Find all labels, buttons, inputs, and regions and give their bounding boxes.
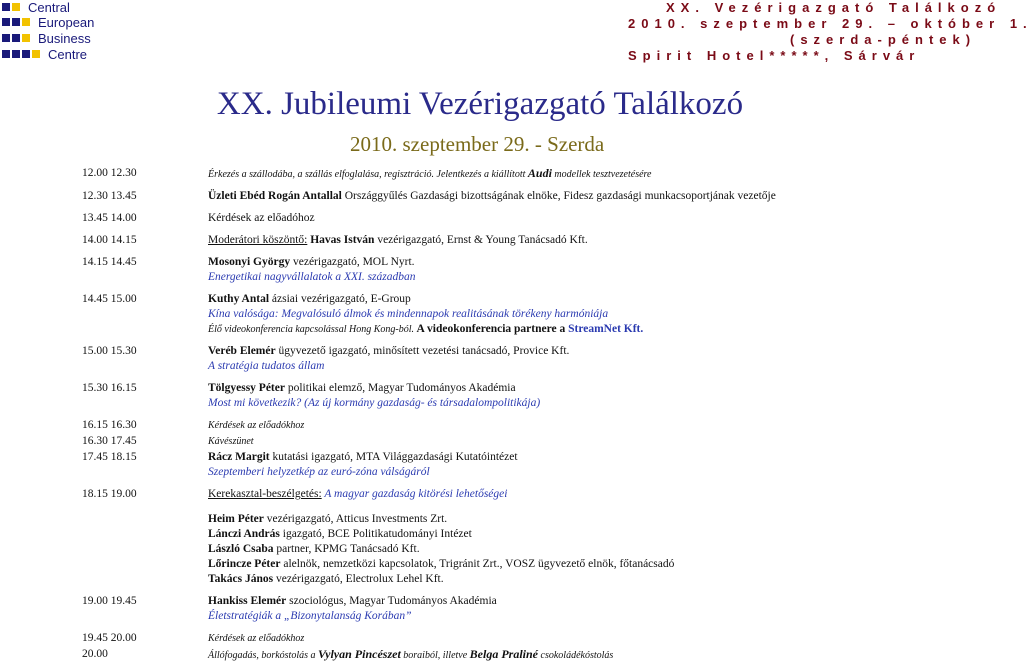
item-bold: Hankiss Elemér bbox=[208, 595, 287, 607]
item-text: boraiból, illetve bbox=[400, 650, 470, 661]
panelist bbox=[208, 512, 957, 527]
item-bold: Audi bbox=[527, 166, 552, 180]
item-bold: Belga Praliné bbox=[469, 647, 539, 661]
page-subtitle: 2010. szeptember 29. - Szerda bbox=[350, 132, 605, 156]
item-text: kutatási igazgató, MTA Világgazdasági Kutatóintézet bbox=[269, 451, 518, 463]
item-text: szociológus, Magyar Tudományos Akadémia bbox=[286, 595, 497, 607]
item-time: 12.30 13.45 bbox=[82, 190, 137, 202]
schedule-item bbox=[82, 255, 957, 285]
item-text: Élő videokonferencia kapcsolással Hong Kong-ból. bbox=[208, 324, 417, 335]
header-line-2: 2010. szeptember 29. – október 1. bbox=[628, 16, 1033, 31]
item-bold: Vylyan Pincészet bbox=[318, 647, 401, 661]
logo-line-4: Centre bbox=[48, 46, 88, 62]
page-title: XX. Jubileumi Vezérigazgató Találkozó bbox=[216, 86, 744, 122]
talk-title: Most mi következik? (Az új kormány gazdaság- és társadalompolitikája) bbox=[208, 397, 541, 409]
panelist-name: Heim Péter bbox=[208, 513, 264, 525]
item-time: 14.45 15.00 bbox=[82, 293, 137, 305]
item-time: 16.15 16.30 bbox=[82, 419, 137, 431]
schedule-item bbox=[82, 647, 957, 663]
talk-title: Energetikai nagyvállalatok a XXI. században bbox=[208, 271, 416, 283]
talk-title: A magyar gazdaság kitörési lehetőségei bbox=[321, 488, 508, 500]
item-text: csokoládékóstolás bbox=[538, 650, 614, 661]
item-bold: Mosonyi György bbox=[208, 256, 291, 268]
item-text: Kérdések az előadókhoz bbox=[208, 420, 305, 431]
schedule-item bbox=[82, 450, 957, 480]
item-text: Állófogadás, borkóstolás a bbox=[208, 650, 319, 661]
schedule-item bbox=[82, 211, 957, 226]
item-bold: Kuthy Antal bbox=[208, 293, 270, 305]
schedule-item bbox=[82, 434, 957, 449]
talk-title: Életstratégiák a „Bizonytalanság Korában” bbox=[208, 610, 412, 622]
item-text: politikai elemző, Magyar Tudományos Akadémia bbox=[284, 382, 516, 394]
item-text: Érkezés a szállodába, a szállás elfoglalása, regisztráció. Jelentkezés a kiállított bbox=[208, 169, 528, 180]
item-time: 13.45 14.00 bbox=[82, 212, 137, 224]
item-text: ázsiai vezérigazgató, E-Group bbox=[269, 293, 411, 305]
item-time: 17.45 18.15 bbox=[82, 451, 137, 463]
item-bold: Havas István bbox=[307, 234, 375, 246]
schedule-item bbox=[82, 418, 957, 433]
logo-row-3 bbox=[2, 31, 91, 45]
panelist-role: partner, KPMG Tanácsadó Kft. bbox=[273, 543, 420, 555]
schedule-item bbox=[82, 487, 957, 502]
item-time: 14.00 14.15 bbox=[82, 234, 137, 246]
panelist-name: Lőrincze Péter bbox=[208, 558, 281, 570]
panelist-role: vezérigazgató, Electrolux Lehel Kft. bbox=[273, 573, 444, 585]
item-text: modellek tesztvezetésére bbox=[551, 169, 652, 180]
item-bold: A videokonferencia partnere a bbox=[416, 323, 569, 335]
logo-line-2: European bbox=[38, 14, 95, 30]
item-bold: Rácz Margit bbox=[208, 451, 270, 463]
panelist bbox=[208, 557, 957, 572]
item-time: 15.00 15.30 bbox=[82, 345, 137, 357]
item-time: 16.30 17.45 bbox=[82, 435, 137, 447]
item-bold: Veréb Elemér bbox=[208, 345, 276, 357]
event-header bbox=[620, 0, 1033, 64]
header-line-4: Spirit Hotel*****, Sárvár bbox=[628, 48, 921, 63]
item-text: Moderátori köszöntő: bbox=[208, 234, 308, 246]
header-line-3: (szerda-péntek) bbox=[790, 32, 977, 47]
talk-title: Kína valósága: Megvalósuló álmok és mindennapok realitásának törékeny harmóniája bbox=[208, 308, 609, 320]
item-time: 19.00 19.45 bbox=[82, 595, 137, 607]
schedule-item bbox=[82, 189, 957, 204]
item-text: Kérdések az előadóhoz bbox=[208, 212, 315, 224]
item-text: Kerekasztal-beszélgetés: bbox=[208, 488, 322, 500]
header-line-1: XX. Vezérigazgató Találkozó bbox=[666, 0, 1002, 15]
partner-name: StreamNet Kft. bbox=[568, 323, 644, 335]
item-time: 18.15 19.00 bbox=[82, 488, 137, 500]
panelist-role: vezérigazgató, Atticus Investments Zrt. bbox=[263, 513, 448, 525]
logo-row-4 bbox=[2, 47, 87, 61]
panelist bbox=[208, 572, 957, 587]
logo-line-3: Business bbox=[38, 30, 91, 46]
logo-line-1: Central bbox=[28, 0, 70, 15]
item-text: Országgyűlés Gazdasági bizottságának elnöke, Fidesz gazdasági munkacsoportjának vezetője bbox=[341, 190, 776, 202]
panel-list bbox=[82, 512, 957, 587]
item-time: 12.00 12.30 bbox=[82, 167, 137, 179]
panelist-role: igazgató, BCE Politikatudományi Intézet bbox=[279, 528, 472, 540]
item-time: 19.45 20.00 bbox=[82, 632, 137, 644]
panelist-role: alelnök, nemzetközi kapcsolatok, Trigránit Zrt., VOSZ ügyvezető elnök, főtanácsadó bbox=[280, 558, 675, 570]
schedule-item bbox=[82, 233, 957, 248]
schedule-item bbox=[82, 166, 957, 182]
item-text: ügyvezető igazgató, minősített vezetési tanácsadó, Provice Kft. bbox=[275, 345, 570, 357]
schedule-item bbox=[82, 292, 957, 337]
logo-row-2 bbox=[2, 15, 94, 29]
item-text: Kérdések az előadókhoz bbox=[208, 633, 305, 644]
schedule-item bbox=[82, 381, 957, 411]
panelist bbox=[208, 542, 957, 557]
schedule bbox=[82, 166, 957, 670]
talk-title: A stratégia tudatos állam bbox=[208, 360, 325, 372]
item-time: 14.15 14.45 bbox=[82, 256, 137, 268]
panelist-name: László Csaba bbox=[208, 543, 274, 555]
schedule-item bbox=[82, 344, 957, 374]
panelist bbox=[208, 527, 957, 542]
talk-title: Szeptemberi helyzetkép az euró-zóna válságáról bbox=[208, 466, 430, 478]
item-text: Kávészünet bbox=[208, 436, 254, 447]
panelist-name: Takács János bbox=[208, 573, 274, 585]
panelist-name: Lánczi András bbox=[208, 528, 280, 540]
item-text: vezérigazgató, Ernst & Young Tanácsadó Kft. bbox=[374, 234, 588, 246]
logo-row-1 bbox=[2, 0, 70, 14]
item-time: 15.30 16.15 bbox=[82, 382, 137, 394]
schedule-item bbox=[82, 594, 957, 624]
item-bold: Üzleti Ebéd Rogán Antallal bbox=[208, 190, 342, 202]
schedule-item bbox=[82, 631, 957, 646]
item-text: vezérigazgató, MOL Nyrt. bbox=[290, 256, 415, 268]
item-bold: Tölgyessy Péter bbox=[208, 382, 285, 394]
cebc-logo bbox=[2, 0, 122, 64]
item-time: 20.00 bbox=[82, 648, 108, 660]
